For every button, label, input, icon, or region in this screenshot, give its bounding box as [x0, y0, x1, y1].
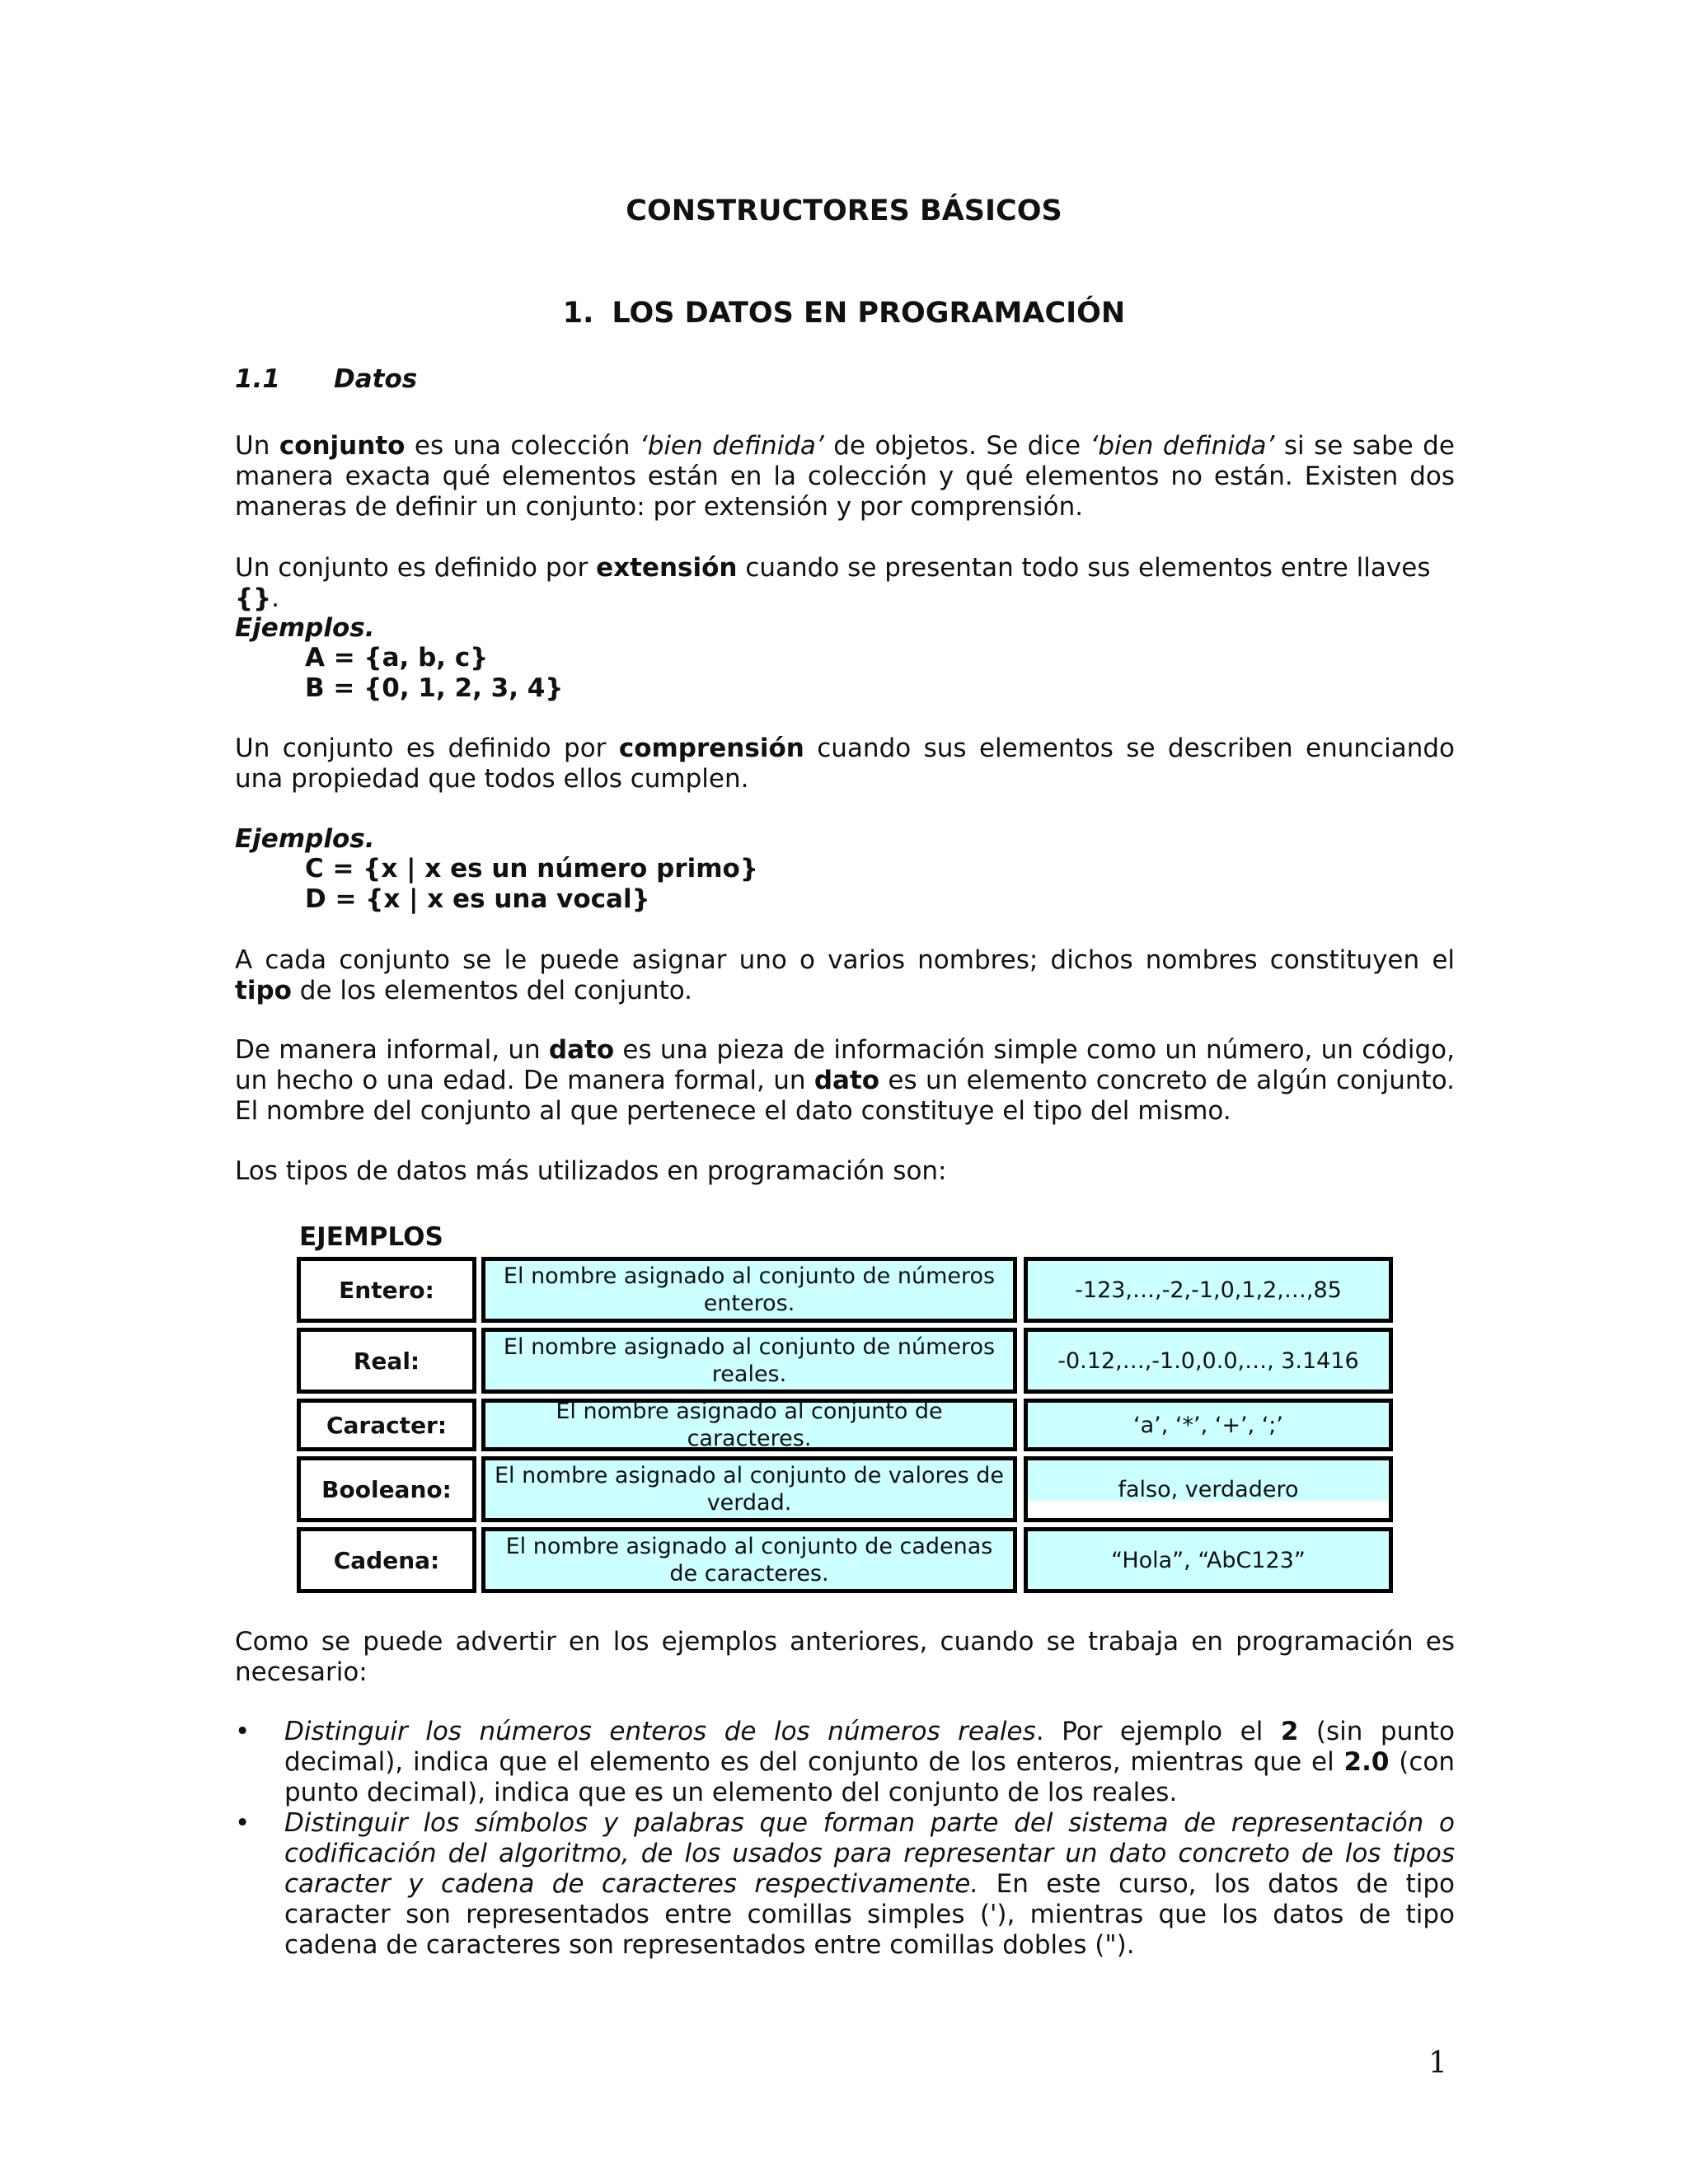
paragraph-como: Como se puede advertir en los ejemplos anteriores, cuando se trabaja en programación es necesario:: [235, 1627, 1455, 1687]
example-cell: “Hola”, “AbC123”: [1024, 1527, 1393, 1593]
section-title-text: LOS DATOS EN PROGRAMACIÓN: [612, 297, 1126, 330]
subsection-number: 1.1: [235, 364, 280, 394]
table-row: [297, 1527, 1393, 1593]
text-run: Un conjunto es definido por: [235, 733, 619, 763]
bold-term-conjunto: conjunto: [279, 431, 406, 461]
bold-braces: {}: [235, 583, 272, 613]
text-run: Un conjunto es definido por: [235, 553, 597, 583]
example-cell: -0.12,…,-1.0,0.0,…, 3.1416: [1024, 1328, 1393, 1394]
subsection-title: [235, 364, 417, 394]
example-set-b: B = {0, 1, 2, 3, 4}: [305, 673, 564, 703]
paragraph-tipos-intro: Los tipos de datos más utilizados en programación son:: [235, 1156, 947, 1186]
table-row: [297, 1257, 1393, 1323]
italic-term: ‘bien definida’: [1090, 431, 1275, 461]
bold-term-tipo: tipo: [235, 976, 292, 1005]
paragraph-conjunto: [235, 431, 1455, 523]
description-cell: El nombre asignado al conjunto de caracteres.: [481, 1399, 1017, 1451]
description-cell: El nombre asignado al conjunto de números reales.: [481, 1328, 1017, 1394]
type-cell: Entero:: [297, 1257, 476, 1323]
example-set-d: D = {x | x es una vocal}: [305, 884, 650, 914]
section-number: 1.: [562, 297, 594, 330]
text-run: es una colección: [405, 431, 640, 461]
paragraph-tipo: [235, 945, 1455, 1006]
table-caption: EJEMPLOS: [299, 1222, 443, 1252]
italic-text: Distinguir los símbolos y palabras que forman parte del sistema de representación o codificación del algoritmo, de los usados para representar un dato concreto de los tipos caracter y cadena de caracteres respectivamente.: [284, 1808, 1455, 1899]
text-run: En este curso, los datos de tipo caracter son representados entre comillas simples ('), mientras que los datos de tipo cadena de caracteres son representados entre comillas dobles (").: [284, 1869, 1455, 1960]
bold-term-extension: extensión: [596, 553, 738, 583]
bullet-icon: •: [235, 1717, 251, 1746]
list-item: [235, 1717, 1455, 1808]
text-run: cuando se presentan todo sus elementos entre llaves: [737, 553, 1431, 583]
text-run: A cada conjunto se le puede asignar uno o varios nombres; dichos nombres constituyen el: [235, 945, 1455, 975]
text-run: Un: [235, 431, 279, 461]
text-run: .: [271, 583, 279, 613]
bold-term-comprension: comprensión: [618, 733, 804, 763]
text-run: (sin punto decimal), indica que el elemento es del conjunto de los enteros, mientras que el: [284, 1717, 1456, 1777]
section-title: [0, 297, 1688, 330]
example-cell: falso, verdadero: [1024, 1456, 1393, 1522]
document-title: CONSTRUCTORES BÁSICOS: [626, 194, 1062, 227]
table-row: [297, 1456, 1393, 1522]
paragraph-comprension: [235, 733, 1455, 794]
description-cell: El nombre asignado al conjunto de valores de verdad.: [481, 1456, 1017, 1522]
text-run: De manera informal, un: [235, 1035, 549, 1065]
paragraph-extension: [235, 553, 1455, 614]
example-cell: -123,…,-2,-1,0,1,2,…,85: [1024, 1257, 1393, 1323]
bullet-icon: •: [235, 1808, 251, 1838]
paragraph-dato: [235, 1035, 1455, 1127]
text-run: es un elemento concreto de algún conjunto. El nombre del conjunto al que pertenece el dato constituye el tipo del mismo.: [235, 1066, 1455, 1126]
example-cell: ‘a’, ‘*’, ‘+’, ‘;’: [1024, 1399, 1393, 1451]
table-row: [297, 1328, 1393, 1394]
bold-value: 2: [1280, 1717, 1299, 1746]
text-run: (con punto decimal), indica que es un elemento del conjunto de los reales.: [284, 1747, 1456, 1807]
text-run: cuando sus elementos se describen enunciando una propiedad que todos ellos cumplen.: [235, 733, 1455, 794]
bold-term-dato: dato: [814, 1066, 880, 1095]
table-row: [297, 1399, 1393, 1451]
type-cell: Real:: [297, 1328, 476, 1394]
text-run: es una pieza de información simple como un número, un código, un hecho o una edad. De manera formal, un: [235, 1035, 1455, 1095]
bold-value: 2.0: [1343, 1747, 1390, 1777]
example-set-c: C = {x | x es un número primo}: [305, 854, 758, 883]
bold-term-dato: dato: [548, 1035, 615, 1065]
description-cell: El nombre asignado al conjunto de números enteros.: [481, 1257, 1017, 1323]
subsection-title-text: Datos: [334, 364, 418, 394]
type-cell: Booleano:: [297, 1456, 476, 1522]
examples-comprension: [235, 824, 1455, 915]
bullet-list: [235, 1717, 1455, 1961]
list-item: [235, 1808, 1455, 1961]
page-number: 1: [1428, 2046, 1447, 2080]
text-run: de los elementos del conjunto.: [291, 976, 692, 1005]
text-run: si se sabe de manera exacta qué elementos están en la colección y qué elementos no están. Existen dos maneras de definir un conjunto: por extensión y por comprensión.: [235, 431, 1455, 522]
examples-label: Ejemplos.: [235, 824, 375, 854]
example-set-a: A = {a, b, c}: [305, 643, 489, 673]
description-cell: El nombre asignado al conjunto de cadenas de caracteres.: [481, 1527, 1017, 1593]
italic-text: Distinguir los números enteros de los números reales: [284, 1717, 1036, 1746]
text-run: . Por ejemplo el: [1035, 1717, 1281, 1746]
italic-term: ‘bien definida’: [639, 431, 824, 461]
type-cell: Cadena:: [297, 1527, 476, 1593]
examples-extension: [235, 613, 1455, 704]
type-cell: Caracter:: [297, 1399, 476, 1451]
examples-label: Ejemplos.: [235, 613, 375, 643]
text-run: de objetos. Se dice: [823, 431, 1090, 461]
